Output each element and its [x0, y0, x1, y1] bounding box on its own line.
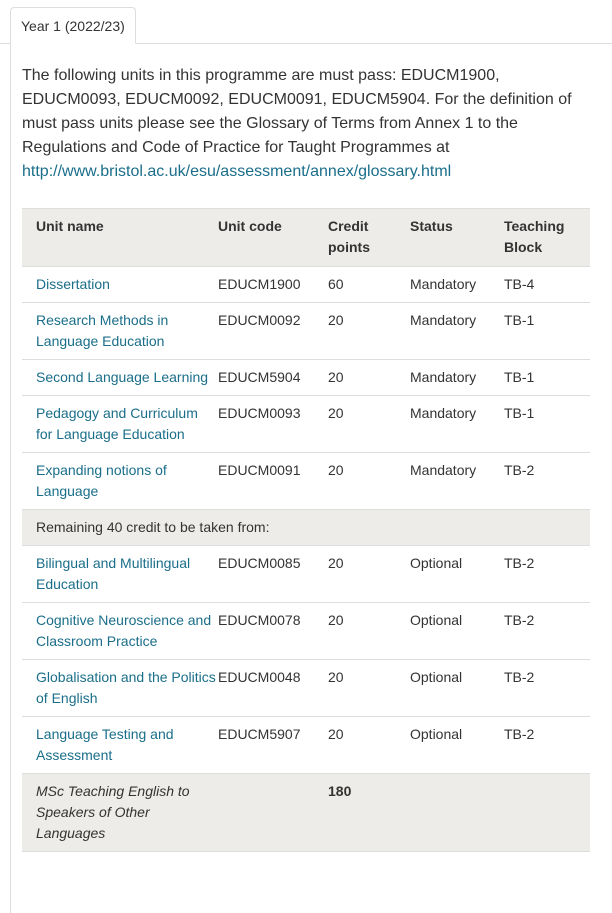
unit-name-cell [22, 660, 218, 717]
credit-points-cell: 20 [328, 360, 410, 396]
unit-name-cell [22, 603, 218, 660]
optional-section-row [22, 510, 590, 546]
unit-name-cell [22, 396, 218, 453]
unit-name-cell [22, 267, 218, 303]
unit-code-cell: EDUCM5907 [218, 717, 328, 774]
teaching-block-cell: TB-2 [504, 660, 590, 717]
unit-name-link[interactable]: Second Language Learning [36, 369, 209, 385]
unit-code-cell: EDUCM0091 [218, 453, 328, 510]
table-row [22, 660, 590, 717]
programme-name: MSc Teaching English to Speakers of Other Languages [22, 774, 218, 852]
tab-year-1[interactable]: Year 1 (2022/23) [10, 7, 136, 44]
unit-name-link[interactable]: Pedagogy and Curriculum for Language Education [36, 405, 198, 442]
header-teaching-block [504, 209, 590, 267]
status-cell: Optional [410, 546, 504, 603]
credit-points-cell: 20 [328, 717, 410, 774]
table-row [22, 453, 590, 510]
teaching-block-cell: TB-4 [504, 267, 590, 303]
credit-points-cell: 20 [328, 453, 410, 510]
status-cell: Mandatory [410, 267, 504, 303]
teaching-block-cell: TB-2 [504, 717, 590, 774]
unit-name-link[interactable]: Bilingual and Multilingual Education [36, 555, 191, 592]
total-empty-cell [504, 774, 590, 852]
header-teaching-block-label: Teaching Block [504, 218, 565, 255]
credit-points-cell: 20 [328, 546, 410, 603]
status-cell: Mandatory [410, 396, 504, 453]
credit-points-cell: 20 [328, 660, 410, 717]
credit-points-cell: 20 [328, 396, 410, 453]
unit-code-cell: EDUCM0048 [218, 660, 328, 717]
credit-points-cell: 20 [328, 603, 410, 660]
unit-name-link[interactable]: Expanding notions of Language [36, 462, 167, 499]
unit-name-cell [22, 360, 218, 396]
status-cell: Optional [410, 717, 504, 774]
unit-name-link[interactable]: Globalisation and the Politics of English [36, 669, 216, 706]
header-unit-name: Unit name [22, 209, 218, 267]
unit-name-cell [22, 303, 218, 360]
header-status: Status [410, 209, 504, 267]
unit-name-cell [22, 717, 218, 774]
header-credit-points [328, 209, 410, 267]
unit-name-link[interactable]: Language Testing and Assessment [36, 726, 174, 763]
total-empty-cell [218, 774, 328, 852]
header-unit-code: Unit code [218, 209, 328, 267]
credit-points-cell: 60 [328, 267, 410, 303]
status-cell: Mandatory [410, 360, 504, 396]
unit-code-cell: EDUCM0092 [218, 303, 328, 360]
total-row [22, 774, 590, 852]
table-row [22, 360, 590, 396]
table-row [22, 267, 590, 303]
table-header-row [22, 209, 590, 267]
unit-name-cell [22, 546, 218, 603]
table-row [22, 717, 590, 774]
header-credit-points-label: Credit points [328, 218, 370, 255]
teaching-block-cell: TB-2 [504, 546, 590, 603]
unit-name-link[interactable]: Dissertation [36, 276, 110, 292]
units-table [22, 208, 590, 852]
tab-bar [0, 0, 612, 44]
status-cell: Optional [410, 660, 504, 717]
glossary-link[interactable]: http://www.bristol.ac.uk/esu/assessment/annex/glossary.html [22, 163, 452, 180]
unit-name-link[interactable]: Research Methods in Language Education [36, 312, 169, 349]
teaching-block-cell: TB-2 [504, 603, 590, 660]
unit-code-cell: EDUCM0085 [218, 546, 328, 603]
credit-points-cell: 20 [328, 303, 410, 360]
teaching-block-cell: TB-1 [504, 303, 590, 360]
teaching-block-cell: TB-2 [504, 453, 590, 510]
teaching-block-cell: TB-1 [504, 396, 590, 453]
total-empty-cell [410, 774, 504, 852]
teaching-block-cell: TB-1 [504, 360, 590, 396]
units-table-body [22, 267, 590, 852]
unit-code-cell: EDUCM5904 [218, 360, 328, 396]
intro-text: The following units in this programme are must pass: EDUCM1900, EDUCM0093, EDUCM0092, EDUCM0091, EDUCM5904. For the definition of must pass units please see the Glossary of Terms from Annex 1 to the Regulations and Code of Practice for Taught Programmes at [22, 67, 572, 156]
unit-name-link[interactable]: Cognitive Neuroscience and Classroom Practice [36, 612, 212, 649]
table-row [22, 303, 590, 360]
unit-code-cell: EDUCM1900 [218, 267, 328, 303]
total-credits: 180 [328, 774, 410, 852]
unit-code-cell: EDUCM0078 [218, 603, 328, 660]
table-row [22, 396, 590, 453]
status-cell: Mandatory [410, 453, 504, 510]
table-row [22, 546, 590, 603]
table-row [22, 603, 590, 660]
must-pass-intro [22, 64, 590, 184]
unit-name-cell [22, 453, 218, 510]
optional-section-label: Remaining 40 credit to be taken from: [22, 510, 590, 546]
status-cell: Optional [410, 603, 504, 660]
unit-code-cell: EDUCM0093 [218, 396, 328, 453]
status-cell: Mandatory [410, 303, 504, 360]
